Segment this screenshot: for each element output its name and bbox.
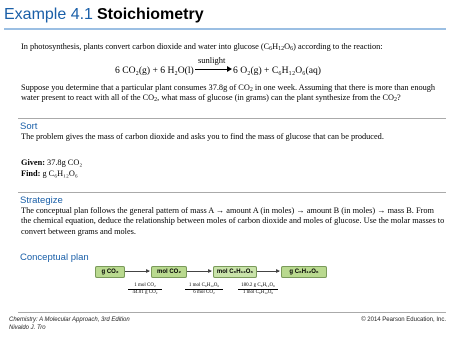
title-underline: [4, 28, 446, 30]
intro-paragraph: In photosynthesis, plants convert carbon dioxide and water into glucose $(C_6H_{12}O_6)$ according to the reaction:: [21, 42, 383, 52]
book-citation: Chemistry: A Molecular Approach, 3rd Edition Nivaldo J. Tro: [9, 317, 130, 331]
reaction-condition: sunlight: [198, 55, 226, 65]
example-topic: Stoichiometry: [96, 6, 204, 23]
sort-text: The problem gives the mass of carbon dioxide and asks you to find the mass of glucose that can be produced.: [21, 132, 384, 141]
reactants: 6 CO₂(g) + 6 H₂O(l): [115, 65, 194, 76]
conversion-factor-1: 1 mol CO₂ 44.01 g CO₂: [128, 283, 162, 296]
plan-arrow: [125, 271, 149, 272]
plan-arrow: [257, 271, 279, 272]
strategize-text: The conceptual plan follows the general pattern of mass A → amount A (in moles) → amount B (in moles) → mass B. From the chemical equation, deduce the relationship between moles of carbon dioxide and moles of glucose. Use the molar masses to convert between grams and moles.: [21, 206, 445, 236]
products: 6 O₂(g) + C₆H₁₂O₆(aq): [233, 65, 321, 76]
plan-box-mol-co2: mol CO₂: [151, 266, 187, 278]
plan-arrow: [187, 271, 211, 272]
conceptual-plan-heading: Conceptual plan: [20, 252, 89, 263]
section-divider: [18, 118, 446, 119]
chemical-equation: [115, 55, 415, 81]
reaction-arrow: [195, 69, 231, 70]
plan-box-mass-glucose: g C₆H₁₂O₆: [281, 266, 327, 278]
problem-statement: Suppose you determine that a particular plant consumes 37.8g of $CO_2$ in one week. Assuming that there is more than enough water present to react with all of the $CO_2$, what mass of glucose (in grams) can the plant synthesize from the $CO_2$?: [21, 83, 436, 104]
plan-box-mol-glucose: mol C₆H₁₂O₆: [213, 266, 257, 278]
section-divider: [18, 192, 446, 193]
page-title: [4, 5, 446, 24]
example-number: Example 4.1: [4, 6, 93, 23]
strategize-heading: Strategize: [20, 195, 63, 206]
given-line: Given: 37.8g CO₂: [21, 158, 83, 167]
copyright-notice: © 2014 Pearson Education, Inc.: [361, 317, 446, 323]
conversion-factor-2: 1 mol C₆H₁₂O₆ 6 mol CO₂: [185, 283, 223, 296]
find-line: Find: g C₆H₁₂O₆: [21, 169, 78, 178]
title-area: [4, 5, 446, 24]
conversion-factor-3: 180.2 g C₆H₁₂O₆ 1 mol C₆H₁₂O₆: [238, 283, 278, 296]
plan-box-mass-co2: g CO₂: [95, 266, 125, 278]
footer-divider: [18, 312, 446, 313]
sort-heading: Sort: [20, 121, 38, 132]
